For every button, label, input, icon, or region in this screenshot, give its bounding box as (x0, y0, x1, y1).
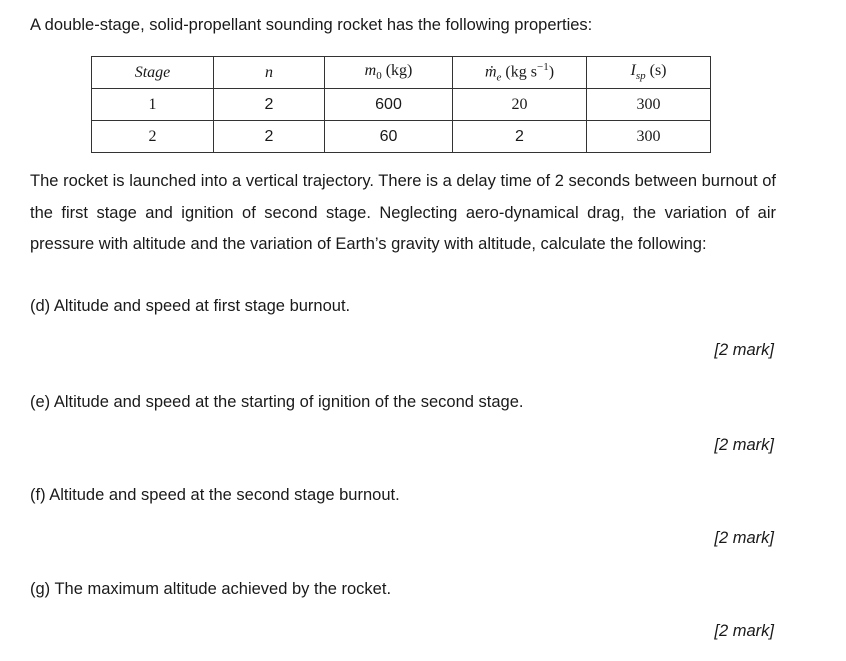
header-me (453, 57, 587, 89)
table-header-row (92, 57, 711, 89)
header-n-label: n (265, 63, 273, 81)
table-row (92, 121, 711, 153)
header-isp-symbol: I (630, 62, 636, 80)
question-e: (e) Altitude and speed at the starting of ignition of the second stage. (30, 393, 524, 411)
cell-n: 2 (214, 121, 325, 153)
mark-f: [2 mark] (714, 529, 774, 547)
header-me-subscript: e (496, 71, 502, 84)
header-me-unit: (kg s (501, 63, 537, 81)
cell-isp: 300 (587, 89, 711, 121)
question-d: (d) Altitude and speed at first stage burnout. (30, 297, 351, 315)
header-isp (587, 57, 711, 89)
header-me-close: ) (548, 63, 555, 81)
question-g: (g) The maximum altitude achieved by the rocket. (30, 580, 392, 598)
header-m0-subscript: 0 (376, 70, 382, 83)
table-row (92, 89, 711, 121)
cell-isp: 300 (587, 121, 711, 153)
header-m0-symbol: m (364, 62, 377, 80)
cell-me: 2 (453, 121, 587, 153)
problem-paragraph: The rocket is launched into a vertical trajectory. There is a delay time of 2 seconds between burnout of the first stage and ignition of second stage. Neglecting aero-dynamical drag, the variation of air pressure with altitude and the variation of Earth’s gravity with altitude, calculate the following: (30, 172, 776, 253)
header-me-superscript: −1 (536, 61, 549, 74)
header-n (214, 57, 325, 89)
rocket-properties-table (91, 56, 711, 153)
mark-g: [2 mark] (714, 622, 774, 640)
mark-e: [2 mark] (714, 436, 774, 454)
header-stage-label: Stage (134, 63, 171, 81)
cell-m0: 60 (325, 121, 453, 153)
mark-d: [2 mark] (714, 341, 774, 359)
cell-me: 20 (453, 89, 587, 121)
intro-text: A double-stage, solid-propellant sounding rocket has the following properties: (30, 16, 593, 34)
question-f: (f) Altitude and speed at the second stage burnout. (30, 486, 400, 504)
cell-n: 2 (214, 89, 325, 121)
header-isp-subscript: sp (635, 70, 646, 83)
header-m0 (325, 57, 453, 89)
header-me-symbol: ṁ (484, 63, 497, 81)
cell-stage: 1 (92, 89, 214, 121)
header-isp-unit: (s) (645, 62, 667, 80)
header-m0-unit: (kg) (381, 62, 413, 80)
cell-m0: 600 (325, 89, 453, 121)
header-stage (92, 57, 214, 89)
cell-stage: 2 (92, 121, 214, 153)
